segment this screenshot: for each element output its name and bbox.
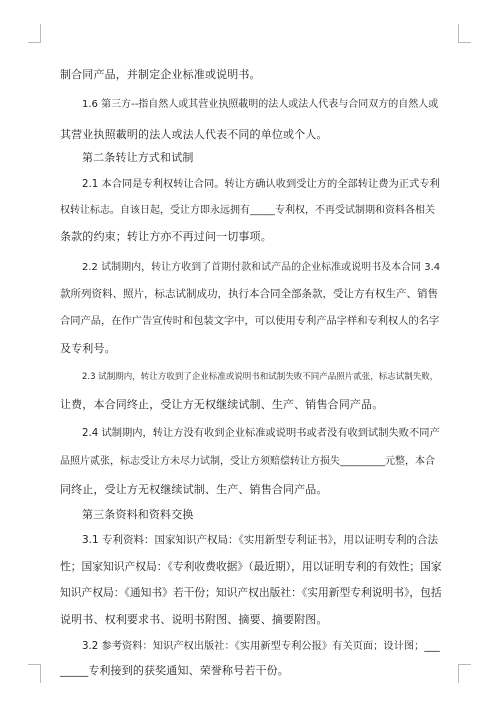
clause-3-2-text: 3.2 参考资料：知识产权出版社：《实用新型专利公报》有关页面；设计图；___ (82, 640, 440, 652)
clause-2-1-text: 2.1 本合同是专利权转让合同。转让方确认收到受让方的全部转让费为正式专利 (82, 178, 440, 190)
crop-mark-top-right (458, 24, 471, 43)
crop-mark-bottom-right (458, 664, 471, 683)
text-line: 说明书、权利要求书、说明书附图、摘要、摘要附图。 (60, 613, 328, 626)
text-line: 性；国家知识产权局：《专利收费收据》（最近期），用以证明专利的有效性；国家 (60, 560, 442, 573)
clause-2-2-text: 2.2 试制期内，转让方收到了首期付款和试产品的企业标准或说明书及本合同 3.4 (82, 262, 441, 273)
text-line: 条款的约束；转让方亦不再过问一切事项。 (60, 230, 272, 243)
section-heading: 第二条转让方式和试制 (82, 151, 194, 164)
clause-3-1-text: 3.1 专利资料：国家知识产权局：《实用新型专利证书》，用以证明专利的合法 (82, 534, 439, 546)
text-line: 其营业执照載明的法人或法人代表不同的单位或个人。 (60, 128, 328, 141)
text-line: 知识产权局：《通知书》若干份；知识产权出版社：《实用新型专利说明书》，包括 (60, 586, 442, 599)
clause-2-3-text: 2.3 试制期内，转让方收到了企业标准或说明书和试制失败不同产品照片贰张，标志试制失败， (82, 372, 439, 382)
section-heading: 第三条资料和资料交换 (82, 508, 194, 521)
clause-2-4-text: 2.4 试制期内，转让方没有收到企业标准或说明书或者没有收到试制失败不同产 (82, 427, 440, 439)
text-line: _____专利接到的获奖通知、荣誉称号若干份。 (60, 664, 289, 677)
text-line: 让费，本合同终止，受让方无权继续试制、生产、销售合同产品。 (60, 398, 384, 411)
text-line: 同终止，受让方无权继续试制、生产、销售合同产品。 (60, 483, 328, 496)
text-line: 合同产品，在作广告宣传时和包装文字中，可以使用专利产品字样和专利权人的名字 (60, 315, 440, 327)
clause-1-6-text: 1.6 第三方--指自然人或其营业执照載明的法人或法人代表与合同双方的自然人或 (82, 99, 439, 110)
crop-mark-top-left (28, 24, 41, 43)
text-line: 及专利号。 (60, 342, 116, 355)
text-line: 品照片贰张，标志受让方未尽力试制，受让方须赔偿转让方损失_________元整，本合 (60, 456, 435, 467)
text-line: 款所列资料、照片，标志试制成功，执行本合同全部条款，受让方有权生产、销售 (60, 288, 438, 300)
crop-mark-bottom-left (28, 664, 41, 683)
text-line: 制合同产品，并制定企业标准或说明书。 (60, 68, 261, 81)
text-line: 权转让标志。自该日起，受让方即永远拥有_____专利权，不再受试制期和资料各相关 (60, 205, 435, 216)
